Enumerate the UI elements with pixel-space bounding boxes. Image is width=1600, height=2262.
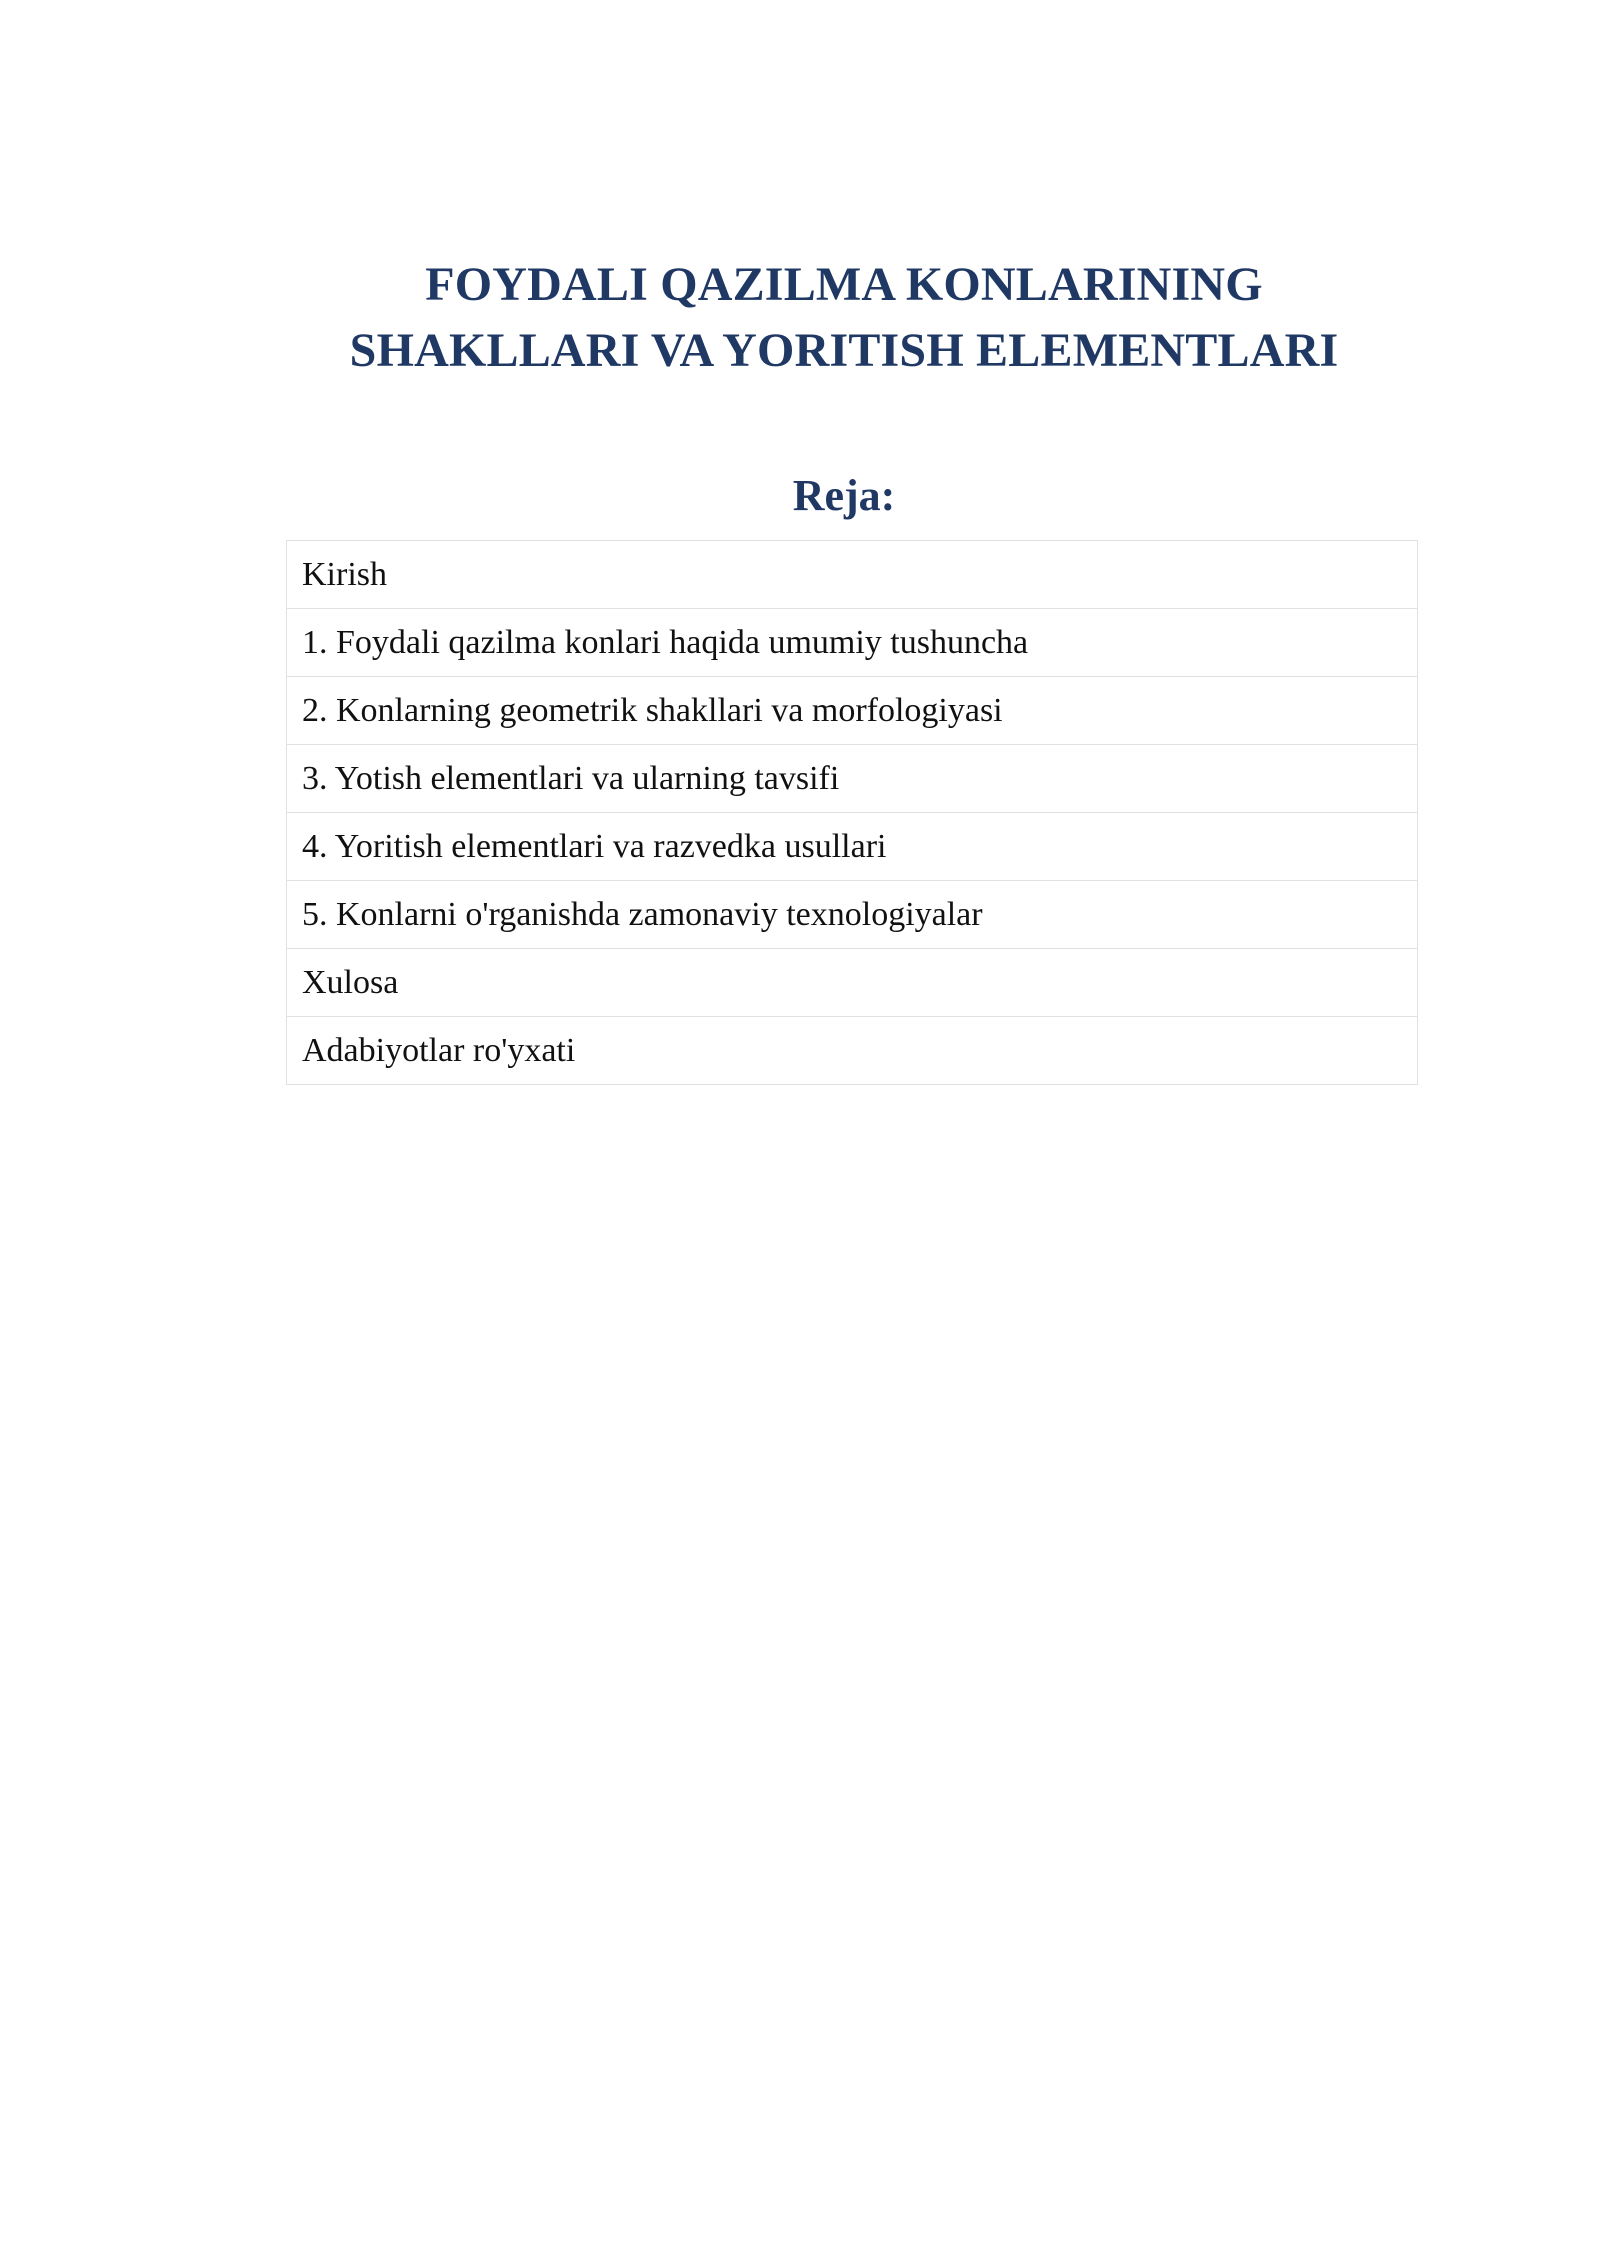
table-row xyxy=(287,881,1418,949)
document-title xyxy=(0,252,1600,384)
plan-table xyxy=(286,540,1418,1085)
table-row xyxy=(287,813,1418,881)
document-title-line-2: SHAKLLARI VA YORITISH ELEMENTLARI xyxy=(349,324,1339,377)
plan-item: 3. Yotish elementlari va ularning tavsifi xyxy=(287,745,1418,813)
plan-item: Kirish xyxy=(287,541,1418,609)
table-row xyxy=(287,609,1418,677)
table-row xyxy=(287,541,1418,609)
table-row xyxy=(287,1017,1418,1085)
plan-item: 1. Foydali qazilma konlari haqida umumiy tushuncha xyxy=(287,609,1418,677)
table-row xyxy=(287,677,1418,745)
table-row xyxy=(287,745,1418,813)
plan-item: Xulosa xyxy=(287,949,1418,1017)
table-row xyxy=(287,949,1418,1017)
plan-item: Adabiyotlar ro'yxati xyxy=(287,1017,1418,1085)
plan-item: 4. Yoritish elementlari va razvedka usullari xyxy=(287,813,1418,881)
document-title-line-1: FOYDALI QAZILMA KONLARINING xyxy=(425,258,1263,311)
plan-heading: Reja: xyxy=(792,471,896,520)
plan-item: 5. Konlarni o'rganishda zamonaviy texnologiyalar xyxy=(287,881,1418,949)
plan-item: 2. Konlarning geometrik shakllari va morfologiyasi xyxy=(287,677,1418,745)
